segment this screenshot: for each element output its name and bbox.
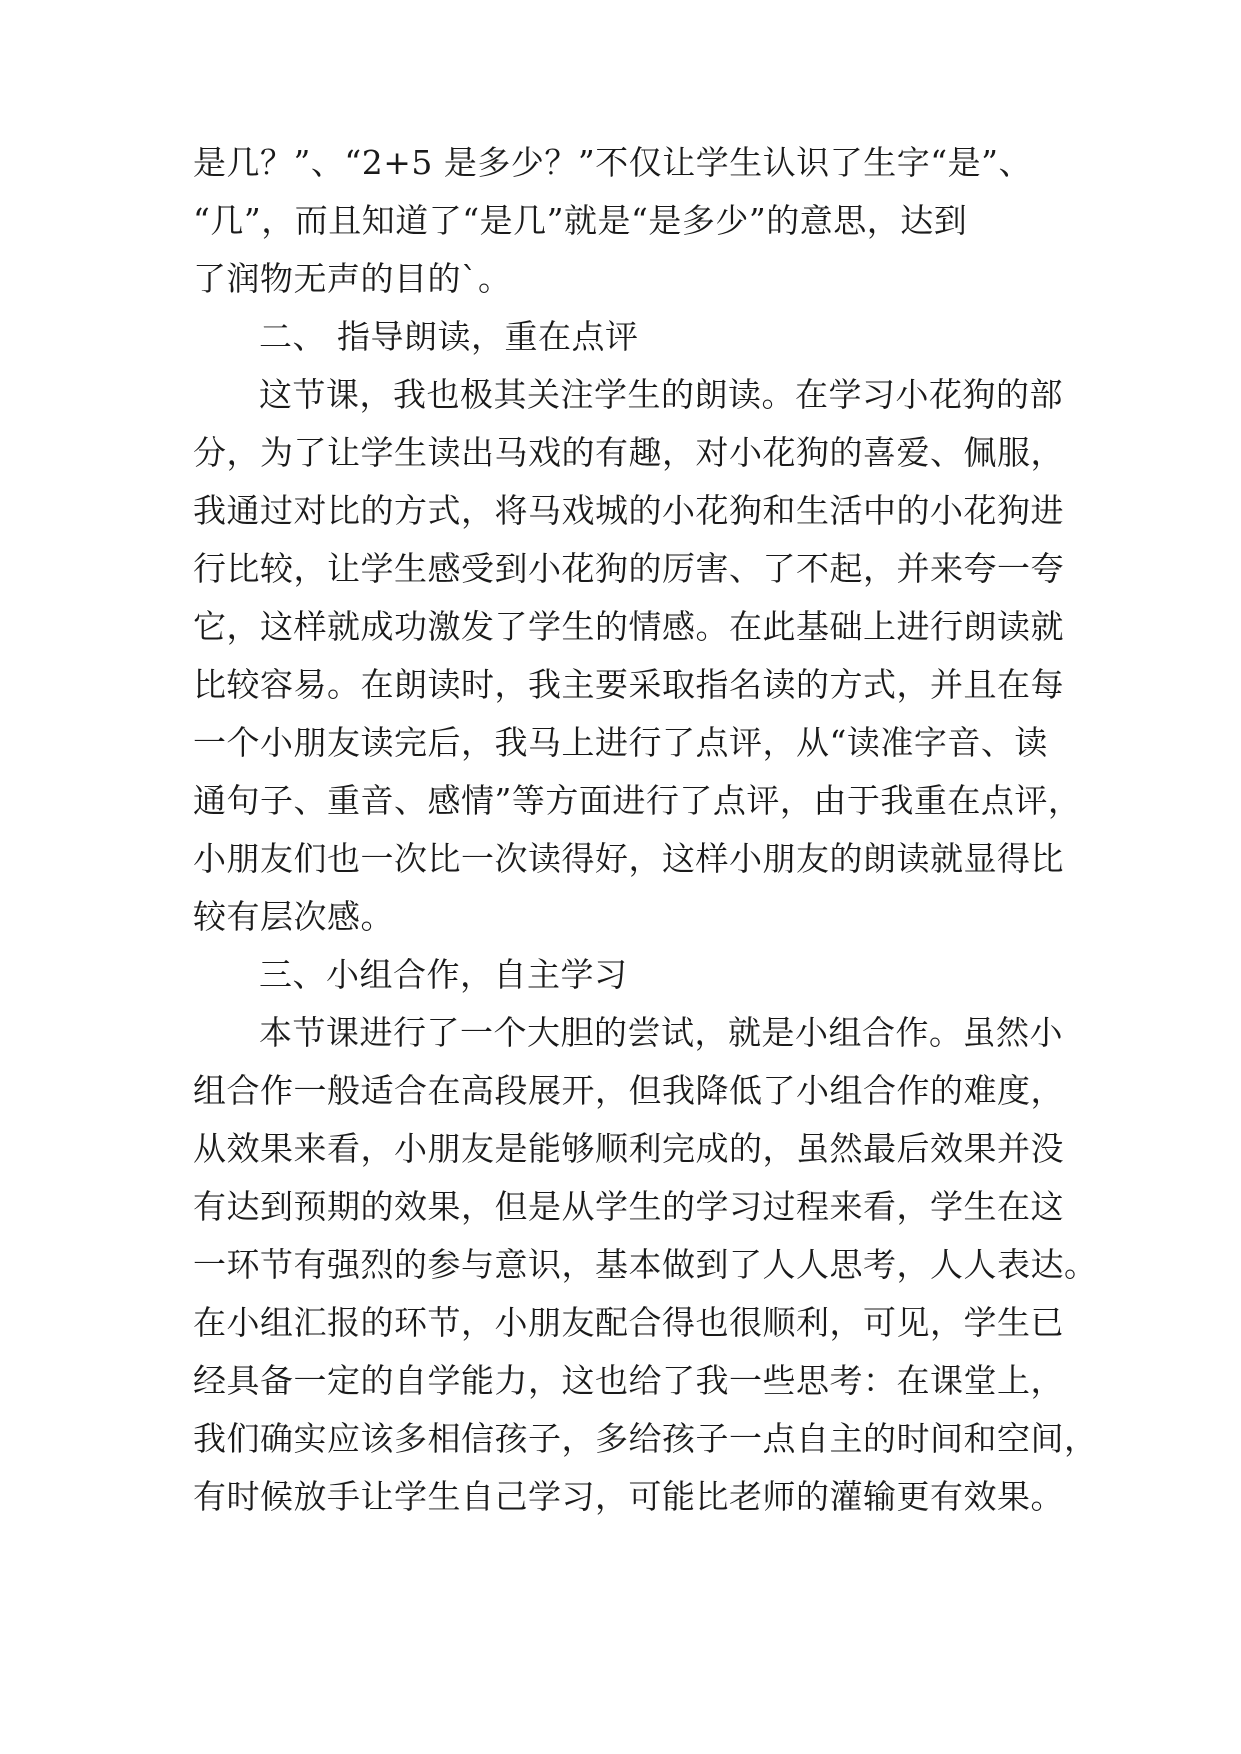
text-line: 通句子、重音、感情”等方面进行了点评，由于我重在点评， xyxy=(193,781,1082,820)
text-line: 这节课，我也极其关注学生的朗读。在学习小花狗的部 xyxy=(259,375,1063,414)
text-line: 它，这样就成功激发了学生的情感。在此基础上进行朗读就 xyxy=(193,607,1064,646)
text-line: 一个小朋友读完后，我马上进行了点评，从“读准字音、读 xyxy=(193,723,1048,762)
text-line: 一环节有强烈的参与意识，基本做到了人人思考，人人表达。 xyxy=(193,1245,1098,1284)
text-line: 比较容易。在朗读时，我主要采取指名读的方式，并且在每 xyxy=(193,665,1064,704)
text-line: 小朋友们也一次比一次读得好，这样小朋友的朗读就显得比 xyxy=(193,839,1064,878)
text-line: 分，为了让学生读出马戏的有趣，对小花狗的喜爱、佩服， xyxy=(193,433,1064,472)
text-line: 较有层次感。 xyxy=(193,897,394,936)
heading-text: 三、小组合作，自主学习 xyxy=(259,955,628,994)
text-line: 是几？”、“2+5 是多少？”不仅让学生认识了生字“是”、 xyxy=(193,143,1032,182)
paragraph-reading xyxy=(193,366,1082,946)
text-line: 了润物无声的目的`。 xyxy=(193,259,512,298)
section-heading-3 xyxy=(193,946,1073,1004)
paragraph-continuation xyxy=(193,134,1073,308)
paragraph-group xyxy=(193,1004,1098,1526)
text-line: 从效果来看，小朋友是能够顺利完成的，虽然最后效果并没 xyxy=(193,1129,1064,1168)
text-line: “几”，而且知道了“是几”就是“是多少”的意思，达到 xyxy=(193,201,968,240)
text-line: 有时候放手让学生自己学习，可能比老师的灌输更有效果。 xyxy=(193,1477,1064,1516)
heading-text: 二、 指导朗读，重在点评 xyxy=(259,317,639,356)
text-line: 我们确实应该多相信孩子，多给孩子一点自主的时间和空间， xyxy=(193,1419,1098,1458)
text-line: 我通过对比的方式，将马戏城的小花狗和生活中的小花狗进 xyxy=(193,491,1064,530)
text-line: 经具备一定的自学能力，这也给了我一些思考：在课堂上， xyxy=(193,1361,1064,1400)
section-heading-2 xyxy=(193,308,1073,366)
text-line: 有达到预期的效果，但是从学生的学习过程来看，学生在这 xyxy=(193,1187,1064,1226)
document-body xyxy=(193,134,1098,1526)
text-line: 行比较，让学生感受到小花狗的厉害、了不起，并来夸一夸 xyxy=(193,549,1064,588)
text-line: 本节课进行了一个大胆的尝试，就是小组合作。虽然小 xyxy=(259,1013,1063,1052)
text-line: 在小组汇报的环节，小朋友配合得也很顺利，可见，学生已 xyxy=(193,1303,1064,1342)
text-line: 组合作一般适合在高段展开，但我降低了小组合作的难度， xyxy=(193,1071,1064,1110)
